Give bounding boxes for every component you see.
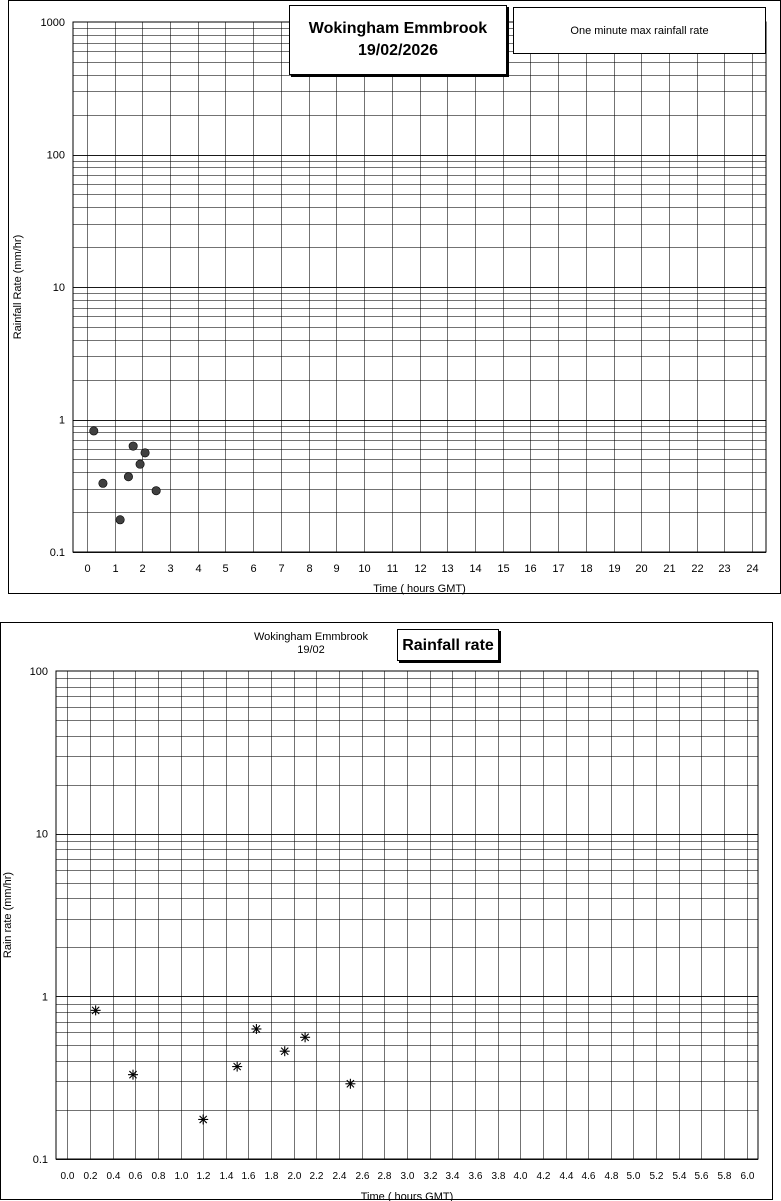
x-tick-label: 11 bbox=[386, 563, 399, 575]
y-tick-label: 1 bbox=[58, 414, 65, 427]
data-point bbox=[300, 1032, 310, 1042]
data-point bbox=[90, 427, 98, 435]
x-tick-label: 18 bbox=[580, 563, 593, 575]
y-tick-label: 0.1 bbox=[49, 547, 65, 559]
x-tick-label: 17 bbox=[552, 563, 565, 575]
x-tick-label: 12 bbox=[414, 563, 427, 575]
y-tick-label: 10 bbox=[52, 282, 65, 294]
x-tick-label: 2.2 bbox=[309, 1171, 324, 1182]
y-tick-label: 10 bbox=[35, 828, 48, 841]
x-tick-label: 3.0 bbox=[400, 1171, 415, 1182]
data-point bbox=[152, 487, 160, 495]
x-tick-label: 4.6 bbox=[581, 1171, 596, 1182]
chart-title-box bbox=[231, 631, 391, 657]
data-point bbox=[129, 442, 137, 450]
chart-zoomed-svg bbox=[1, 623, 774, 1201]
x-tick-label: 13 bbox=[441, 563, 454, 575]
x-tick-label: 7 bbox=[278, 563, 285, 575]
legend-box bbox=[397, 629, 499, 661]
x-tick-label: 6 bbox=[250, 563, 257, 575]
x-tick-label: 0.6 bbox=[128, 1171, 143, 1182]
chart-title-box bbox=[289, 5, 507, 75]
data-point bbox=[251, 1024, 261, 1034]
x-tick-label: 5.0 bbox=[626, 1171, 641, 1182]
legend-label: Rainfall rate bbox=[402, 637, 494, 654]
x-tick-label: 4.2 bbox=[536, 1171, 551, 1182]
data-point bbox=[99, 479, 107, 487]
data-point bbox=[91, 1005, 101, 1015]
x-tick-label: 4.8 bbox=[604, 1171, 619, 1182]
x-tick-label: 5.8 bbox=[717, 1171, 732, 1182]
data-point bbox=[232, 1062, 242, 1072]
y-tick-label: 0.1 bbox=[32, 1154, 48, 1166]
data-point bbox=[124, 473, 132, 481]
y-axis-label: Rainfall Rate (mm/hr) bbox=[12, 234, 24, 340]
x-tick-label: 3.8 bbox=[491, 1171, 506, 1182]
x-tick-label: 4.4 bbox=[559, 1171, 574, 1182]
x-tick-label: 23 bbox=[718, 563, 731, 575]
data-point bbox=[345, 1079, 355, 1089]
x-axis-label: Time ( hours GMT) bbox=[360, 1191, 454, 1201]
data-point bbox=[280, 1046, 290, 1056]
chart-daily-svg bbox=[9, 1, 781, 595]
y-tick-label: 1000 bbox=[40, 17, 65, 29]
x-tick-label: 21 bbox=[663, 563, 676, 575]
x-tick-label: 1 bbox=[112, 563, 119, 575]
x-tick-label: 19 bbox=[608, 563, 621, 575]
legend-label: One minute max rainfall rate bbox=[570, 25, 709, 37]
x-tick-label: 0.8 bbox=[151, 1171, 166, 1182]
x-tick-label: 20 bbox=[635, 563, 648, 575]
legend-box bbox=[513, 7, 766, 54]
chart-date: 19/02 bbox=[297, 644, 325, 656]
x-tick-label: 2.0 bbox=[287, 1171, 302, 1182]
chart-panel-zoomed bbox=[0, 622, 773, 1200]
x-tick-label: 2 bbox=[139, 563, 146, 575]
x-tick-label: 2.4 bbox=[332, 1171, 347, 1182]
x-tick-label: 3.2 bbox=[423, 1171, 438, 1182]
x-tick-label: 22 bbox=[691, 563, 704, 575]
chart-title: Wokingham Emmbrook bbox=[308, 20, 488, 37]
x-tick-label: 6.0 bbox=[740, 1171, 755, 1182]
x-tick-label: 2.8 bbox=[377, 1171, 392, 1182]
x-tick-label: 1.4 bbox=[219, 1171, 234, 1182]
data-point bbox=[128, 1070, 138, 1080]
x-tick-label: 15 bbox=[497, 563, 510, 575]
data-point bbox=[136, 460, 144, 468]
x-tick-label: 0.4 bbox=[106, 1171, 121, 1182]
x-tick-label: 0.0 bbox=[60, 1171, 75, 1182]
x-tick-label: 24 bbox=[746, 563, 759, 575]
x-tick-label: 9 bbox=[333, 563, 340, 575]
y-tick-label: 100 bbox=[46, 149, 65, 162]
x-tick-label: 16 bbox=[524, 563, 537, 575]
data-point bbox=[116, 516, 124, 524]
data-point bbox=[198, 1114, 208, 1124]
x-tick-label: 4.0 bbox=[513, 1171, 528, 1182]
x-tick-label: 5.4 bbox=[672, 1171, 687, 1182]
chart-date: 19/02/2026 bbox=[357, 42, 439, 59]
x-tick-label: 1.6 bbox=[241, 1171, 256, 1182]
x-tick-label: 5.6 bbox=[694, 1171, 709, 1182]
x-tick-label: 4 bbox=[195, 563, 202, 575]
x-tick-label: 3 bbox=[167, 563, 174, 575]
x-tick-label: 0.2 bbox=[83, 1171, 98, 1182]
x-tick-label: 0 bbox=[84, 563, 91, 575]
x-tick-label: 3.6 bbox=[468, 1171, 483, 1182]
x-tick-label: 10 bbox=[358, 563, 371, 575]
x-tick-label: 2.6 bbox=[355, 1171, 370, 1182]
x-tick-label: 1.8 bbox=[264, 1171, 279, 1182]
y-axis-label: Rain rate (mm/hr) bbox=[2, 871, 14, 959]
y-tick-label: 1 bbox=[41, 991, 48, 1004]
x-tick-label: 3.4 bbox=[445, 1171, 460, 1182]
chart-title: Wokingham Emmbrook bbox=[253, 631, 369, 643]
x-tick-label: 1.0 bbox=[174, 1171, 189, 1182]
data-point bbox=[141, 449, 149, 457]
x-tick-label: 5 bbox=[222, 563, 229, 575]
x-tick-label: 14 bbox=[469, 563, 482, 575]
y-tick-label: 100 bbox=[29, 666, 48, 678]
x-tick-label: 5.2 bbox=[649, 1171, 664, 1182]
x-tick-label: 8 bbox=[306, 563, 313, 575]
chart-panel-daily bbox=[8, 0, 781, 594]
x-axis-label: Time ( hours GMT) bbox=[373, 583, 466, 595]
x-tick-label: 1.2 bbox=[196, 1171, 211, 1182]
